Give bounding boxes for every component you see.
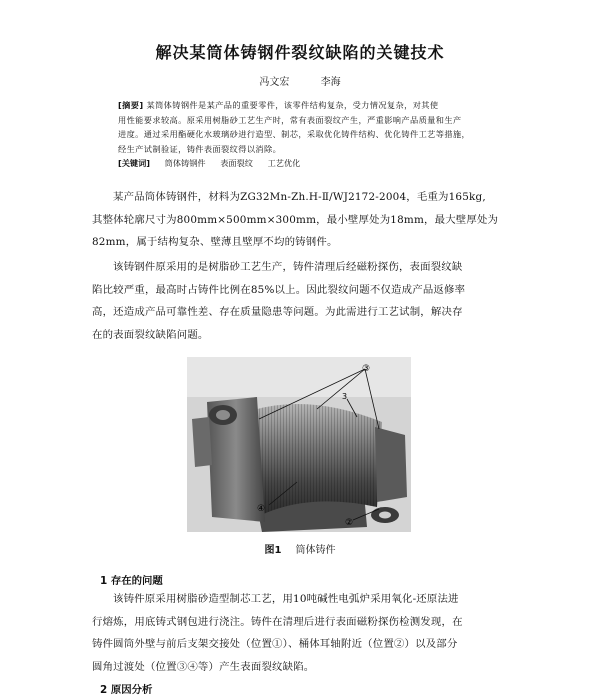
figure-caption-text: 筒体铸件 xyxy=(295,545,336,556)
callout-4: ④ xyxy=(257,504,266,514)
author-2: 李海 xyxy=(320,77,341,88)
figure-label: 图1 xyxy=(264,545,282,556)
paragraph-line: 该铸件原采用树脂砂造型制芯工艺，用10吨碱性电弧炉采用氧化-还原法进 xyxy=(113,593,459,605)
paragraph-line: 某产品筒体铸钢件，材料为ZG32Mn-Zh.H-Ⅱ/WJ2172-2004，毛重为165kg, xyxy=(113,191,486,203)
paragraph-line: 铸件圆筒外壁与前后支架交接处（位置①）、桶体耳轴附近（位置②）以及部分 xyxy=(92,638,458,650)
keyword-item: 工艺优化 xyxy=(267,158,301,168)
paragraph-line: 82mm，属于结构复杂、壁薄且壁厚不均的铸钢件。 xyxy=(92,236,338,248)
abstract-text: 某筒体铸钢件是某产品的重要零件，该零件结构复杂，受力情况复杂，对其使 xyxy=(146,100,439,110)
abstract-line xyxy=(118,98,498,113)
abstract-tag: [摘要] xyxy=(118,100,144,110)
section-heading-2: 2 原因分析 xyxy=(100,684,153,696)
abstract-line: 经生产试制验证，铸件表面裂纹得以消除。 xyxy=(118,143,282,154)
casting-photo xyxy=(187,357,411,532)
keywords-tag: [关键词] xyxy=(118,158,151,168)
figure-caption xyxy=(0,541,600,556)
authors xyxy=(0,73,600,88)
paragraph-line: 其整体轮廓尺寸为800mm×500mm×300mm，最小壁厚处为18mm，最大壁厚处为 xyxy=(92,213,499,226)
author-1: 冯文宏 xyxy=(259,77,290,88)
paragraph-line: 圆角过渡处（位置③④等）产生表面裂纹缺陷。 xyxy=(92,660,315,673)
callout-3-plain: 3 xyxy=(342,392,348,401)
paragraph-line: 陷比较严重，最高时占铸件比例在85%以上。因此裂纹问题不仅造成产品返修率 xyxy=(92,283,466,296)
keyword-item: 表面裂纹 xyxy=(220,158,253,168)
keyword-item: 筒体铸钢件 xyxy=(164,158,206,168)
abstract-line: 用性能要求较高。原采用树脂砂工艺生产时，常有表面裂纹产生，严重影响产品质量和生产 xyxy=(118,114,462,125)
callout-3: ③ xyxy=(362,364,371,374)
paragraph-2 xyxy=(92,256,517,346)
paragraph-line: 高，还造成产品可靠性差、存在质量隐患等问题。为此需进行工艺试制，解决存 xyxy=(92,306,463,318)
paragraph-line: 行熔炼，用底铸式钢包进行浇注。铸件在清理后进行表面磁粉探伤检测发现，在 xyxy=(92,615,463,628)
callout-2: ② xyxy=(345,518,354,528)
paragraph-1 xyxy=(92,186,517,254)
paragraph-line: 该铸钢件原采用的是树脂砂工艺生产，铸件清理后经磁粉探伤，表面裂纹缺 xyxy=(113,261,463,273)
section-heading-1: 1 存在的问题 xyxy=(100,575,163,587)
right-end xyxy=(375,427,407,502)
abstract-line: 进度。通过采用酯硬化水玻璃砂进行造型、制芯，采取优化铸件结构、优化铸件工艺等措施， xyxy=(118,129,471,140)
paragraph-line: 在的表面裂纹缺陷问题。 xyxy=(92,328,209,341)
paper-title: 解决某筒体铸钢件裂纹缺陷的关键技术 xyxy=(155,43,445,62)
keywords xyxy=(118,158,300,169)
casting-illustration xyxy=(187,357,411,532)
section-1-text xyxy=(92,588,517,678)
abstract xyxy=(118,98,498,156)
